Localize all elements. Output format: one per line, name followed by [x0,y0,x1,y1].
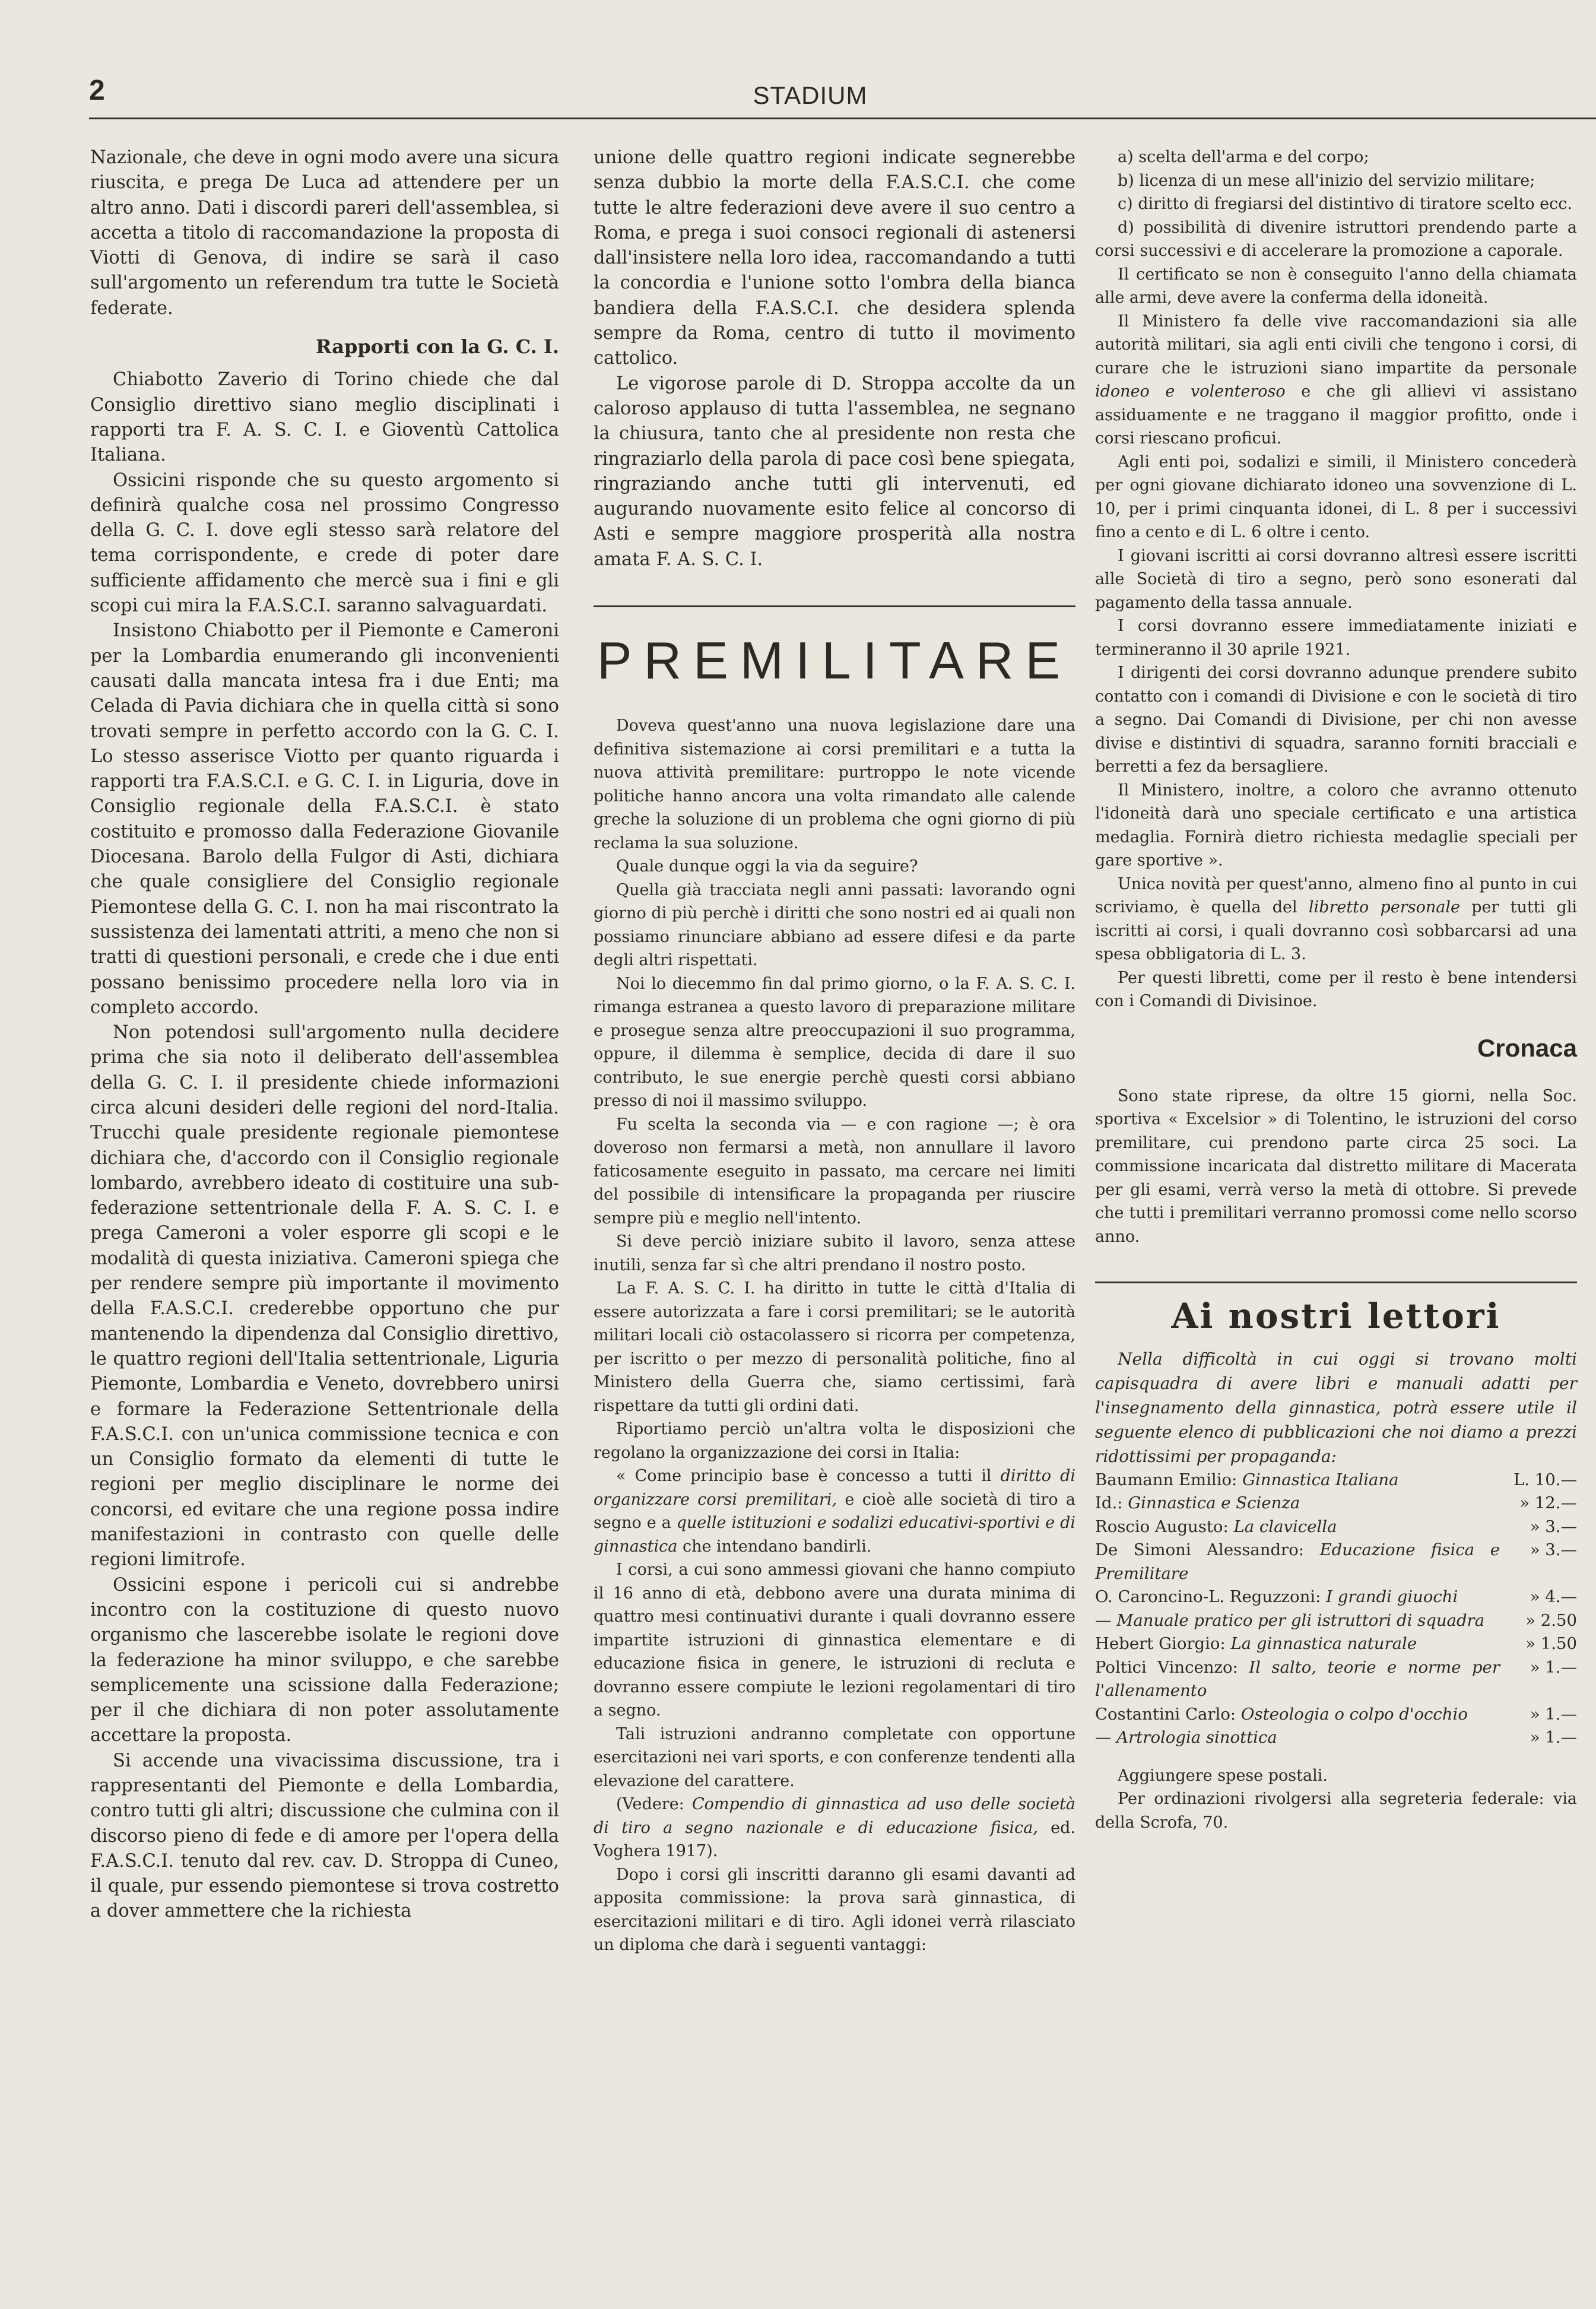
paragraph: Si deve perciò iniziare subito il lavoro, senza attese inutili, senza far sì che altri prendano il nostro posto. [594,1232,1075,1274]
book-price: » 2.50 [1525,1610,1577,1630]
book-price: » 1.— [1530,1704,1577,1724]
paragraph: Ossicini espone i pericoli cui si andrebbe incontro con la costituzione di questo nuovo organismo che lascerebbe isolate le regioni dove la federazione ha minor sviluppo, e che sarebbe semplicemente una scissione dalla Federazione; per il che dichiara di non poter assolutamente accettare la proposta. [90,1574,559,1746]
paragraph: Fu scelta la seconda via — e con ragione —; è ora doveroso non fermarsi a metà, non annullare il lavoro faticosamente eseguito in passato, ma cercare nei limiti del possibile di intensificare la propaganda per riuscire sempre più e meglio nell'intento. [594,1115,1075,1228]
page-header [89,74,1531,116]
text-run: « Come principio base è concesso a tutti il [616,1467,1001,1486]
paragraph: I giovani iscritti ai corsi dovranno altresì essere iscritti alle Società di tiro a segno, però sono esonerati dal pagamento della tassa annuale. [1095,546,1577,612]
paragraph: Agli enti poi, sodalizi e simili, il Ministero concederà per ogni giovane dichiarato idoneo una sovvenzione di L. 10, per i primi cinquanta idonei, di L. 8 per i successivi fino a cento e di L. 6 oltre i cento. [1095,452,1577,541]
italic-run: diritto di organizzare corsi premilitari, [594,1467,1075,1509]
text-run: Il Ministero fa delle vive raccomandazioni sia alle autorità militari, sia agli enti civili che tengono i corsi, di curare che le istruzioni siano impartite da personale [1095,312,1577,378]
paragraph: Sono state riprese, da oltre 15 giorni, nella Soc. sportiva « Excelsior » di Tolentino, le istruzioni del corso premilitare, cui prendono parte circa 25 soci. La commissione incaricata dal distretto militare di Macerata per gli esami, verrà verso la metà di ottobre. Si prevede che tutti i premilitari verranno promossi come nello scorso anno. [1095,1086,1577,1246]
paragraph: Dopo i corsi gli inscritti daranno gli esami davanti ad apposita commissione: la prova sarà ginnastica, di esercitazioni militari e di tiro. Agli idonei verrà rilasciato un diploma che darà i seguenti vantaggi: [594,1865,1075,1955]
book-price: » 4.— [1530,1587,1577,1607]
ordering-info [1095,1764,1577,1835]
section-heading-cronaca: Cronaca [1477,1033,1577,1062]
book-list-item [1095,1726,1577,1750]
paragraph: Quella già tracciata negli anni passati: lavorando ogni giorno di più perchè i diritti che sono nostri ed ai quali non possiamo rinunciare abbiano ad essere difesi e da parte degli altri rispettati. [594,880,1075,970]
text-run: (Vedere: [616,1795,692,1814]
paragraph: Chiabotto Zaverio di Torino chiede che dal Consiglio direttivo siano meglio disciplinati i rapporti tra F. A. S. C. I. e Gioventù Cattolica Italiana. [90,369,559,466]
book-entry [1095,1492,1500,1515]
lettori-intro: Nella difficoltà in cui oggi si trovano molti capisquadra di avere libri e manuali adatti per l'insegnamento della ginnastica, potrà essere utile il seguente elenco di pubblicazioni che noi diamo a prezzi ridottissimi per propaganda: [1095,1349,1577,1466]
text-run: e che gli allievi vi assistano assiduamente e ne traggano il maggior profitto, onde i corsi riescano proficui. [1095,382,1577,448]
paragraph: Aggiungere spese postali. [1118,1766,1328,1785]
paragraph [1095,310,1577,451]
book-entry [1095,1515,1500,1539]
text-run: ed. Voghera 1917). [594,1818,1075,1861]
book-author: Poltici Vincenzo: [1095,1657,1249,1677]
paragraph: Per questi libretti, come per il resto è bene intendersi con i Comandi di Divisinoe. [1095,968,1577,1010]
book-list-item [1095,1585,1577,1609]
text-run: Unica novità per quest'anno, almeno fino al punto in cui scriviamo, è quella del [1095,874,1577,916]
book-title: Il salto, teorie e norme per l'allenamento [1095,1657,1500,1701]
book-title: Ginnastica Italiana [1242,1470,1399,1489]
paragraph: La F. A. S. C. I. ha diritto in tutte le città d'Italia di essere autorizzata a fare i corsi premilitari; se le autorità militari locali ciò ostacolassero si ricorra per competenza, per iscritto o per mezzo di personalità politiche, fino al Ministero della Guerra che, siamo certissimi, farà rispettare da tutti gli ordini dati. [594,1279,1075,1415]
italic-run: quelle istituzioni e sodalizi educativi-sportivi e di ginnastica [594,1514,1075,1556]
book-list-item [1095,1515,1577,1539]
paragraph: Insistono Chiabotto per il Piemonte e Cameroni per la Lombardia enumerando gli inconvenienti causati dalla mancata intesa fra i due Enti; ma Celada di Pavia dichiara che in quella città si sono trovati sempre in perfetto accordo con la G. C. I. Lo stesso asserisce Viotto per quanto riguarda i rapporti tra F.A.S.C.I. e G. C. I. in Liguria, dove in Consiglio regionale della F.A.S.C.I. è stato costituito e promosso dalla Federazione Giovanile Diocesana. Barolo della Fulgor di Asti, dichiara che quale consigliere del Consiglio regionale Piemontese della G. C. I. non ha mai riscontrato la sussistenza dei lamentati attriti, a meno che non si tratti di questioni personali, e crede che i due enti possano benissimo procedere nella loro via in completo accordo. [90,620,559,1018]
running-title: STADIUM [753,81,868,109]
paragraph: Noi lo diecemmo fin dal primo giorno, o la F. A. S. C. I. rimanga estranea a questo lavoro di preparazione militare e prosegue senza altre preoccupazioni il suo programma, oppure, il dilemma è semplice, decida di dare il suo contributo, le sue energie perchè questi corsi abbiano presso di noi il massimo sviluppo. [594,974,1075,1111]
paragraph: Ossicini risponde che su questo argomento si definirà qualche cosa nel prossimo Congresso della G. C. I. dove egli stesso sarà relatore del tema corrispondente, e crede di poter dare sufficiente affidamento che mercè sua i fini e gli scopi cui mira la F.A.S.C.I. saranno salvaguardati. [90,470,559,617]
text-run: che intendano bandirli. [677,1537,872,1556]
premilitare-continued [1095,145,1577,1013]
book-entry [1095,1656,1500,1703]
section-divider [594,605,1075,607]
book-author: Roscio Augusto: [1095,1517,1234,1536]
book-price: » 12.— [1519,1493,1577,1513]
paragraph: Nazionale, che deve in ogni modo avere una sicura riuscita, e prega De Luca ad attendere per un altro anno. Dati i discordi pareri dell'assemblea, si accetta a titolo di raccomandazione la proposta di Viotti di Genova, di indire se sarà il caso sull'argomento un referendum tra tutte le Società federate. [90,147,559,319]
book-author: Baumann Emilio: [1095,1470,1243,1489]
paragraph [1095,873,1577,966]
book-author: Costantini Carlo: [1095,1704,1241,1724]
book-author: Id.: [1095,1493,1128,1513]
paragraph: Il Ministero, inoltre, a coloro che avranno ottenuto l'idoneità darà uno speciale certificato e una artistica medaglia. Fornirà dietro richiesta medaglie speciali per gare sportive ». [1095,781,1577,870]
column-3 [1095,145,1577,1834]
article-body-premilitare [594,714,1075,1957]
book-title: Manuale pratico per gli istruttori di squadra [1116,1610,1485,1630]
book-price: L. 10.— [1513,1470,1577,1489]
book-title: I grandi giuochi [1326,1587,1458,1607]
list-item: b) licenza di un mese all'inizio del servizio militare; [1118,171,1535,190]
paragraph: I dirigenti dei corsi dovranno adunque prendere subito contatto con i comandi di Divisione e con le società di tiro a segno. Dai Comandi di Divisione, per chi non avesse divise e distintivi di squadra, saranno forniti bracciali e berretti a fez da bersagliere. [1095,664,1577,776]
list-item: d) possibilità di divenire istruttori prendendo parte a corsi successivi e di accelerare la promozione a caporale. [1095,218,1577,260]
book-list-item [1095,1492,1577,1515]
column-1 [90,145,559,1924]
list-item: a) scelta dell'arma e del corpo; [1118,148,1369,166]
book-author: O. Caroncino-L. Reguzzoni: [1095,1587,1327,1607]
book-price: » 3.— [1530,1517,1577,1536]
book-title: La clavicella [1233,1517,1337,1536]
text-run: per tutti gli iscritti ai corsi, i quali dovranno così sobbarcarsi ad una spesa obbligatoria di L. 3. [1095,898,1578,963]
book-entry [1095,1703,1500,1727]
book-entry [1095,1726,1500,1750]
page-number: 2 [89,75,105,106]
column-2 [594,145,1075,1957]
book-author: — [1095,1728,1117,1747]
paragraph: Quale dunque oggi la via da seguire? [616,857,918,876]
book-entry [1095,1585,1500,1609]
book-entry [1095,1539,1500,1585]
book-title: Ginnastica e Scienza [1128,1493,1300,1513]
paragraph: I corsi, a cui sono ammessi giovani che hanno compiuto il 16 anno di età, debbono avere una durata minima di quattro mesi continuativi durante i quali dovranno essere impartite istruzioni di ginnastica elementare e di educazione fisica in genere, le istruzioni di recluta e dovranno essere compiute le lezioni regolamentari di tiro a segno. [594,1561,1075,1720]
article-title-premilitare: PREMILITARE [596,631,1073,690]
book-author: Hebert Giorgio: [1095,1634,1231,1654]
book-list-item [1095,1656,1577,1703]
header-rule [89,118,1596,119]
paragraph: Le vigorose parole di D. Stroppa accolte da un caloroso applauso di tutta l'assemblea, ne segnano la chiusura, tanto che al presidente non resta che ringraziarlo della parola di pace così bene spiegata, ringraziando anche tutti gli intervenuti, ed augurando nuovamente esito felice al concorso di Asti e sempre maggiore prosperità alla nostra amata F. A. S. C. I. [594,373,1075,570]
paragraph: Tali istruzioni andranno completate con opportune esercitazioni nei vari sports, e con conferenze tendenti alla elevazione del carattere. [594,1724,1075,1790]
book-entry [1095,1609,1500,1633]
italic-run: libretto personale [1308,898,1460,916]
section-heading-rapporti: Rapporti con la G. C. I. [315,335,559,359]
book-entry [1095,1632,1500,1656]
book-list-item [1095,1609,1577,1633]
paragraph: I corsi dovranno essere immediatamente iniziati e termineranno il 30 aprile 1921. [1095,617,1577,659]
book-price: » 1.— [1530,1657,1577,1677]
paragraph: Il certificato se non è conseguito l'anno della chiamata alle armi, deve avere la conferma della idoneità. [1095,265,1577,307]
book-title: Osteologia o colpo d'occhio [1240,1704,1468,1724]
italic-run: idoneo e volenteroso [1095,382,1286,401]
book-price: » 1.— [1530,1728,1577,1747]
book-list-item [1095,1469,1577,1492]
paragraph: Riportiamo perciò un'altra volta le disposizioni che regolano la organizzazione dei corsi in Italia: [594,1420,1075,1462]
book-title: Artrologia sinottica [1116,1728,1277,1747]
paragraph: unione delle quattro regioni indicate segnerebbe senza dubbio la morte della F.A.S.C.I. che come tutte le altre federazioni deve avere il suo centro a Roma, e prega i suoi consoci regionali di astenersi dall'insistere nella loro idea, raccomandando a tutti la concordia e l'unione sotto l'ombra della bianca bandiera della F.A.S.C.I. che desidera splenda sempre da Roma, centro di tutto il movimento cattolico. [594,147,1075,369]
book-list-item [1095,1539,1577,1585]
book-price: » 1.50 [1525,1634,1577,1654]
paragraph: Doveva quest'anno una nuova legislazione dare una definitiva sistemazione ai corsi premilitari e a tutta la nuova attività premilitare: purtroppo le note vicende politiche hanno ancora una volta rimandato alle calende greche la soluzione di un problema che ogni giorno di più reclama la sua soluzione. [594,716,1075,852]
paragraph [594,1464,1075,1558]
paragraph: Si accende una vivacissima discussione, tra i rappresentanti del Piemonte e della Lombardia, contro tutti gli altri; discussione che culmina con il discorso pieno di fede e di amore per l'opera della F.A.S.C.I. tenuto dal rev. cav. D. Stroppa di Cuneo, il quale, pur essendo piemontese si trova costretto a dover ammettere che la richiesta [90,1750,559,1922]
book-list-item [1095,1632,1577,1656]
cronaca-body [1095,1084,1577,1249]
book-entry [1095,1469,1500,1492]
section-divider [1095,1282,1577,1283]
book-author: — [1095,1610,1117,1630]
book-author: De Simoni Alessandro: [1095,1540,1320,1560]
book-list [1095,1469,1577,1750]
book-price: » 3.— [1530,1540,1577,1560]
paragraph [594,1793,1075,1863]
paragraph: Non potendosi sull'argomento nulla decidere prima che sia noto il deliberato dell'assemblea della G. C. I. il presidente chiede informazioni circa alcuni desideri delle regioni del nord-Italia. Trucchi quale presidente regionale piemontese dichiara che, d'accordo con il Consiglio regionale lombardo, avrebbero ideato di costituire una sub-federazione settentrionale della F. A. S. C. I. e prega Cameroni a voler esporre gli scopi e le modalità di questa iniziativa. Cameroni spiega che per rendere sempre più importante il movimento della F.A.S.C.I. crederebbe opportuno che pur mantenendo la dipendenza dal Consiglio direttivo, le quattro regioni dell'Italia settentrionale, Liguria Piemonte, Lombardia e Veneto, dovrebbero unirsi e formare la Federazione Settentrionale della F.A.S.C.I. con un'unica commissione tecnica e con un Consiglio formato da elementi di tutte le regioni per meglio disciplinare le norme dei concorsi, ed evitare che una regione possa indire manifestazioni in contrasto con quelle delle regioni limitrofe. [90,1022,559,1571]
book-title: Educazione fisica e Premilitare [1095,1540,1500,1583]
book-list-item [1095,1703,1577,1727]
paragraph: Per ordinazioni rivolgersi alla segreteria federale: via della Scrofa, 70. [1095,1790,1577,1832]
italic-run: Compendio di ginnastica ad uso delle società di tiro a segno nazionale e di educazione fisica, [594,1795,1075,1837]
book-title: La ginnastica naturale [1230,1634,1417,1654]
section-heading-ai-nostri-lettori: Ai nostri lettori [1171,1296,1501,1337]
list-item: c) diritto di fregiarsi del distintivo di tiratore scelto ecc. [1118,195,1572,213]
text-run: e cioè alle società di tiro a segno e a [594,1490,1075,1533]
